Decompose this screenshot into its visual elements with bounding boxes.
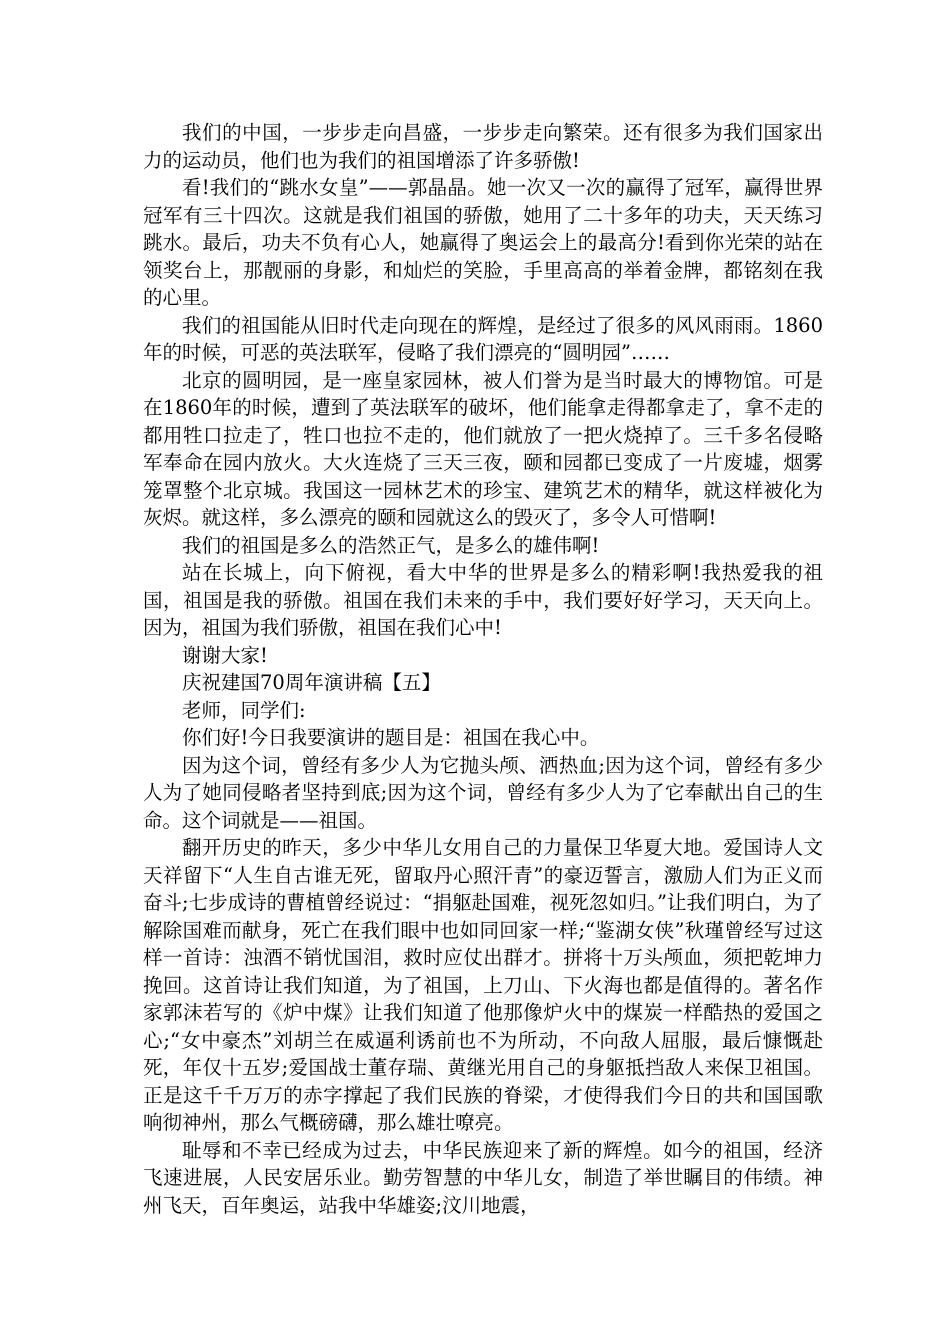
paragraph-5: 我们的祖国是多么的浩然正气，是多么的雄伟啊! <box>182 533 600 557</box>
document-page <box>143 119 823 1219</box>
paragraph-4: 北京的圆明园，是一座皇家园林，被人们誉为是当时最大的博物馆。可是在1860年的时候，遭到了英法联军的破坏，他们能拿走得都拿走了，拿不走的都用牲口拉走了，牲口也拉不走的，他们就放了一把火烧掉了。三千多名侵略军奉命在园内放火。大火连烧了三天三夜，颐和园都已变成了一片废墟，烟雾笼罩整个北京城。我国这一园林艺术的珍宝、建筑艺术的精华，就这样被化为灰烬。就这样，多么漂亮的颐和园就这么的毁灭了，多令人可惜啊! <box>143 368 823 529</box>
paragraph-6: 站在长城上，向下俯视，看大中华的世界是多么的精彩啊!我热爱我的祖国，祖国是我的骄傲。祖国在我们未来的手中，我们要好好学习，天天向上。因为，祖国为我们骄傲，祖国在我们心中! <box>143 561 823 639</box>
greeting: 你们好!今日我要演讲的题目是：祖国在我心中。 <box>182 726 600 749</box>
section-heading: 庆祝建国70周年演讲稿【五】 <box>182 671 441 694</box>
paragraph-2: 看!我们的“跳水女皇”——郭晶晶。她一次又一次的赢得了冠军，赢得世界冠军有三十四次。这就是我们祖国的骄傲，她用了二十多年的功夫，天天练习跳水。最后，功夫不负有心人，她赢得了奥运会上的最高分!看到你光荣的站在领奖台上，那靓丽的身影，和灿烂的笑脸，手里高高的举着金牌，都铭刻在我的心里。 <box>143 176 823 309</box>
paragraph-1: 我们的中国，一步步走向昌盛，一步步走向繁荣。还有很多为我们国家出力的运动员，他们也为我们的祖国增添了许多骄傲! <box>143 121 823 172</box>
paragraph-11: 因为这个词，曾经有多少人为它抛头颅、洒热血;因为这个词，曾经有多少人为了她同侵略者坚持到底;因为这个词，曾经有多少人为了它奉献出自己的生命。这个词就是——祖国。 <box>143 753 823 832</box>
paragraph-3: 我们的祖国能从旧时代走向现在的辉煌，是经过了很多的风风雨雨。1860年的时候，可恶的英法联军，侵略了我们漂亮的“圆明园”…… <box>143 313 823 364</box>
paragraph-13: 耻辱和不幸已经成为过去，中华民族迎来了新的辉煌。如今的祖国，经济飞速进展，人民安居乐业。勤劳智慧的中华儿女，制造了举世瞩目的伟绩。神州飞天，百年奥运，站我中华雄姿;汶川地震， <box>143 1138 823 1217</box>
salutation: 老师，同学们: <box>182 698 306 722</box>
paragraph-12: 翻开历史的昨天，多少中华儿女用自己的力量保卫华夏大地。爱国诗人文天祥留下“人生自古谁无死，留取丹心照汗青”的豪迈誓言，激励人们为正义而奋斗;七步成诗的曹植曾经说过：“捐躯赴国难，视死忽如归。”让我们明白，为了解除国难而献身，死亡在我们眼中也如同回家一样;“鉴湖女侠”秋瑾曾经写过这样一首诗：浊酒不销忧国泪，救时应仗出群才。拼将十万头颅血，须把乾坤力挽回。这首诗让我们知道，为了祖国，上刀山、下火海也都是值得的。著名作家郭沫若写的《炉中煤》让我们知道了他那像炉火中的煤炭一样酷热的爱国之心;“女中豪杰”刘胡兰在威逼利诱前也不为所动，不向敌人屈服，最后慷慨赴死，年仅十五岁;爱国战士董存瑞、黄继光用自己的身躯抵挡敌人来保卫祖国。正是这千千万万的赤字撑起了我们民族的脊梁，才使得我们今日的共和国国歌响彻神州，那么气概磅礴，那么雄壮嘹亮。 <box>143 836 823 1134</box>
paragraph-7: 谢谢大家! <box>182 643 268 667</box>
